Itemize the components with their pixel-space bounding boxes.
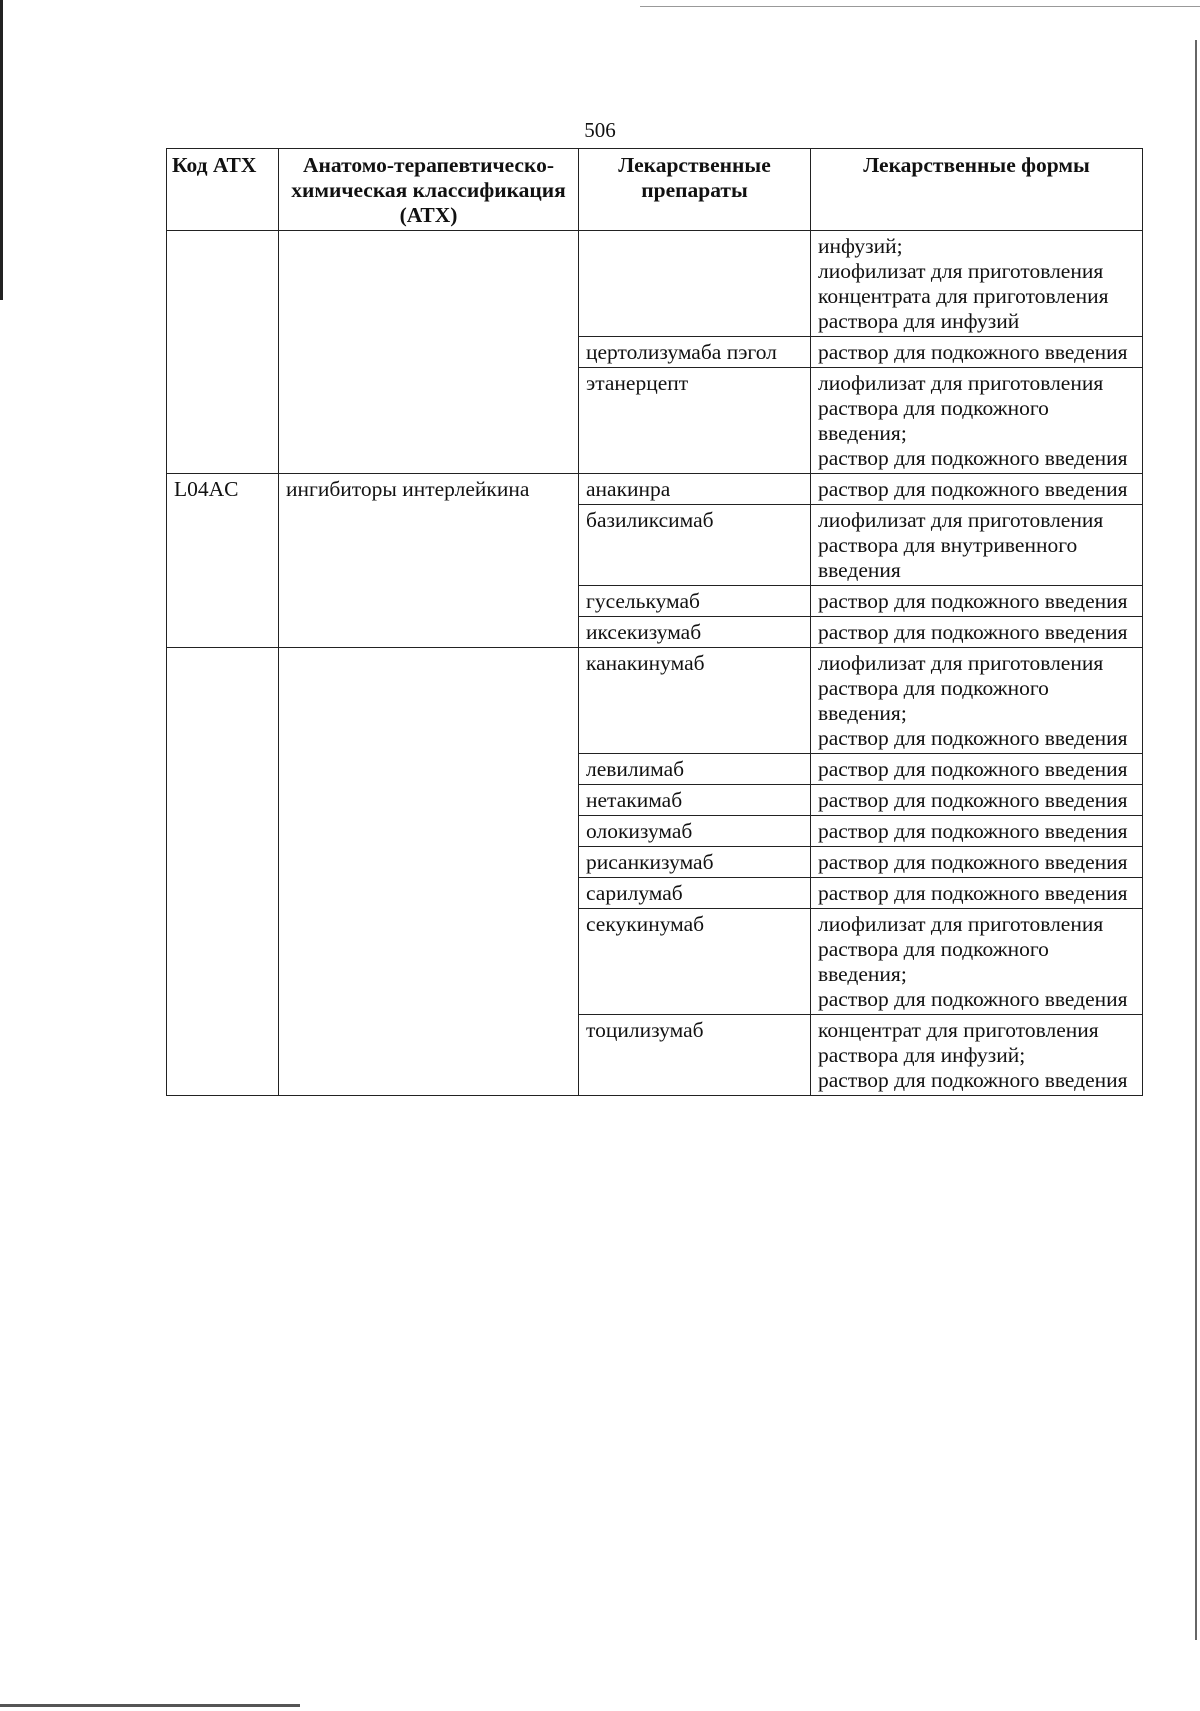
scan-edge-right: [1195, 40, 1197, 1640]
atx-code-cell: L04AC: [167, 474, 279, 648]
forms-cell: лиофилизат для приготовления раствора для подкожного введения; раствор для подкожного введения: [811, 909, 1143, 1015]
drug-cell: канакинумаб: [579, 648, 811, 754]
forms-cell: раствор для подкожного введения: [811, 754, 1143, 785]
forms-cell: раствор для подкожного введения: [811, 617, 1143, 648]
table-row: [167, 231, 1143, 337]
forms-cell: раствор для подкожного введения: [811, 878, 1143, 909]
scan-edge-bottom: [0, 1704, 300, 1707]
group1-classification-cell: [279, 231, 579, 474]
atx-classification-cell: ингибиторы интерлейкина: [279, 474, 579, 648]
scan-edge-top: [640, 6, 1200, 7]
group3-code-cell: [167, 648, 279, 1096]
forms-cell: лиофилизат для приготовления раствора для подкожного введения; раствор для подкожного введения: [811, 648, 1143, 754]
table-row: [167, 648, 1143, 754]
drug-cell: сарилумаб: [579, 878, 811, 909]
drug-cell: олокизумаб: [579, 816, 811, 847]
group1-code-cell: [167, 231, 279, 474]
header-drugs: Лекарственные препараты: [579, 149, 811, 231]
drug-cell: секукинумаб: [579, 909, 811, 1015]
table-header-row: [167, 149, 1143, 231]
drug-cell: левилимаб: [579, 754, 811, 785]
drug-cell: цертолизумаба пэгол: [579, 337, 811, 368]
continuation-drug-cell: [579, 231, 811, 337]
forms-cell: раствор для подкожного введения: [811, 474, 1143, 505]
group3-classification-cell: [279, 648, 579, 1096]
drug-cell: иксекизумаб: [579, 617, 811, 648]
forms-cell: лиофилизат для приготовления раствора для подкожного введения; раствор для подкожного введения: [811, 368, 1143, 474]
drug-cell: нетакимаб: [579, 785, 811, 816]
drug-cell: гуселькумаб: [579, 586, 811, 617]
drug-cell: анакинра: [579, 474, 811, 505]
drug-cell: базиликсимаб: [579, 505, 811, 586]
scan-edge-left: [0, 0, 3, 300]
forms-cell: раствор для подкожного введения: [811, 785, 1143, 816]
atx-table: [166, 148, 1143, 1096]
drug-cell: этанерцепт: [579, 368, 811, 474]
page-number: 506: [584, 118, 616, 142]
continuation-forms-cell: инфузий; лиофилизат для приготовления концентрата для приготовления раствора для инфузий: [811, 231, 1143, 337]
header-classification: Анатомо-терапевтическо-химическая классификация (АТХ): [279, 149, 579, 231]
forms-cell: лиофилизат для приготовления раствора для внутривенного введения: [811, 505, 1143, 586]
drug-cell: тоцилизумаб: [579, 1015, 811, 1096]
forms-cell: раствор для подкожного введения: [811, 337, 1143, 368]
forms-cell: раствор для подкожного введения: [811, 816, 1143, 847]
header-forms: Лекарственные формы: [811, 149, 1143, 231]
table-row: [167, 474, 1143, 505]
forms-cell: раствор для подкожного введения: [811, 586, 1143, 617]
header-code: Код АТХ: [167, 149, 279, 231]
forms-cell: концентрат для приготовления раствора для инфузий; раствор для подкожного введения: [811, 1015, 1143, 1096]
forms-cell: раствор для подкожного введения: [811, 847, 1143, 878]
drug-cell: рисанкизумаб: [579, 847, 811, 878]
